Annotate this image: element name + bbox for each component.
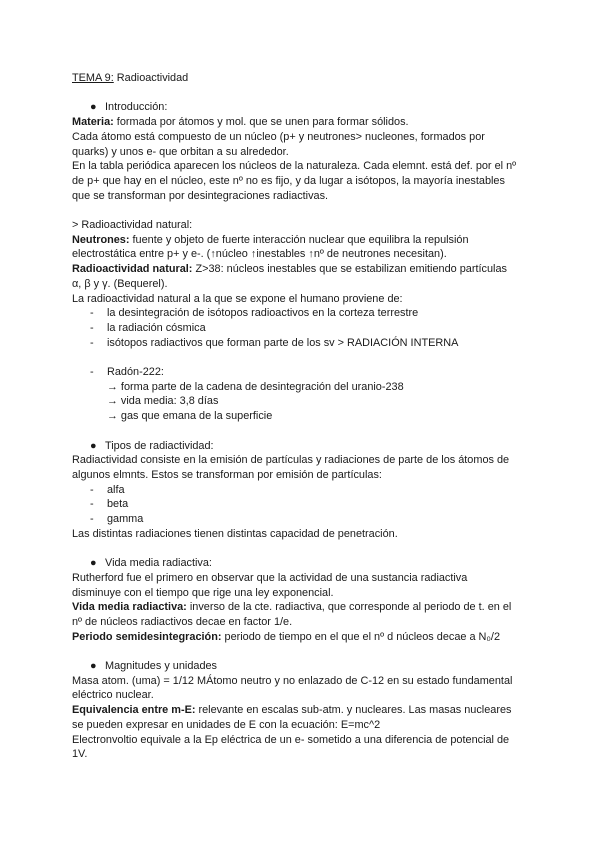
text-line: Rutherford fue el primero en observar que la actividad de una sustancia radiactiva bbox=[72, 571, 468, 584]
dash-marker: - bbox=[90, 483, 94, 496]
title-prefix: TEMA 9: bbox=[72, 72, 114, 84]
list-item-text: isótopos radiactivos que forman parte de los sv > RADIACIÓN INTERNA bbox=[107, 336, 459, 349]
section-heading-magnitudes bbox=[72, 659, 532, 674]
radon-list bbox=[72, 365, 532, 380]
radon-point: → gas que emana de la superficie bbox=[107, 410, 273, 423]
radiation-types-list bbox=[72, 483, 532, 527]
paragraph-equivalencia bbox=[72, 703, 532, 718]
bullet-icon: ● bbox=[90, 660, 97, 673]
term-neutrones: Neutrones: bbox=[72, 233, 130, 246]
section-heading-introduccion bbox=[72, 100, 532, 115]
list-item bbox=[72, 483, 532, 498]
text-line: que se transforman por desintegraciones radiactivas. bbox=[72, 189, 329, 202]
text-line: eléctrico nuclear. bbox=[72, 689, 154, 702]
list-item-text: alfa bbox=[107, 483, 125, 496]
text-line: nº de núcleos radiactivos decae en factor 1/e. bbox=[72, 615, 293, 628]
dash-marker: - bbox=[90, 321, 94, 334]
list-item bbox=[72, 365, 532, 380]
text-line: Las distintas radiaciones tienen distintas capacidad de penetración. bbox=[72, 527, 398, 540]
sources-list bbox=[72, 306, 532, 350]
section-heading-vida-media bbox=[72, 556, 532, 571]
section-heading-tipos bbox=[72, 439, 532, 454]
paragraph-vida-media bbox=[72, 600, 532, 615]
list-item bbox=[72, 497, 532, 512]
text-line: Electronvoltio equivale a la Ep eléctrica de un e- sometido a una diferencia de potencial de bbox=[72, 733, 510, 746]
dash-marker: - bbox=[90, 307, 94, 320]
radon-point: → vida media: 3,8 días bbox=[107, 395, 219, 408]
definition-text: inverso de la cte. radiactiva, que corresponde al periodo de t. en el bbox=[186, 601, 512, 614]
term-periodo-semidesintegracion: Periodo semidesintegración: bbox=[72, 630, 222, 643]
bullet-icon: ● bbox=[90, 557, 97, 570]
list-item-text: gamma bbox=[107, 513, 144, 526]
list-item-text: la radiación cósmica bbox=[107, 321, 206, 334]
bullet-icon: ● bbox=[90, 439, 97, 452]
paragraph-radio-natural bbox=[72, 262, 532, 277]
definition-text: periodo de tiempo en el que el nº d núcleos decae a N₀/2 bbox=[221, 630, 501, 643]
paragraph-periodo bbox=[72, 630, 532, 645]
list-item bbox=[72, 321, 532, 336]
dash-marker: - bbox=[90, 513, 94, 526]
dash-marker: - bbox=[90, 498, 94, 511]
definition-text: relevante en escalas sub-atm. y nucleares. Las masas nucleares bbox=[195, 704, 512, 717]
definition-text: Z>38: núcleos inestables que se estabilizan emitiendo partículas bbox=[192, 263, 507, 276]
list-item-text: Radón-222: bbox=[107, 366, 164, 379]
term-vida-media: Vida media radiactiva: bbox=[72, 601, 187, 614]
section-heading-text: Magnitudes y unidades bbox=[105, 660, 218, 673]
text-line: Cada átomo está compuesto de un núcleo (p+ y neutrones> nucleones, formados por bbox=[72, 130, 485, 143]
list-item bbox=[72, 336, 532, 351]
text-line: La radioactividad natural a la que se expone el humano proviene de: bbox=[72, 292, 403, 305]
text-line: se pueden expresar en unidades de E con la ecuación: E=mc^2 bbox=[72, 718, 381, 731]
text-line: algunos elmnts. Estos se transforman por emisión de partículas: bbox=[72, 468, 382, 481]
list-item-text: beta bbox=[107, 498, 129, 511]
text-line: quarks) y unos e- que orbitan a su alrededor. bbox=[72, 145, 289, 158]
definition-text: formada por átomos y mol. que se unen para formar sólidos. bbox=[113, 116, 409, 129]
text-line: 1V. bbox=[72, 748, 88, 761]
text-line: Radiactividad consiste en la emisión de partículas y radiaciones de parte de los átomos de bbox=[72, 454, 510, 467]
list-item-text: la desintegración de isótopos radioactivos en la corteza terrestre bbox=[107, 307, 419, 320]
list-item bbox=[72, 306, 532, 321]
section-heading-text: Vida media radiactiva: bbox=[105, 557, 212, 570]
text-line: En la tabla periódica aparecen los núcleos de la naturaleza. Cada elemnt. está def. por el nº bbox=[72, 160, 517, 173]
section-heading-natural: > Radioactividad natural: bbox=[72, 219, 193, 231]
term-materia: Materia: bbox=[72, 116, 114, 129]
text-line: α, β y γ. (Bequerel). bbox=[72, 277, 168, 290]
text-line: electrostática entre p+ y e-. (↑núcleo ↑inestables ↑nº de neutrones necesitan). bbox=[72, 248, 447, 261]
radon-point: → forma parte de la cadena de desintegración del uranio-238 bbox=[107, 380, 404, 393]
term-radioactividad-natural: Radioactividad natural: bbox=[72, 263, 193, 276]
definition-text: fuente y objeto de fuerte interacción nuclear que equilibra la repulsión bbox=[129, 233, 469, 246]
page-title bbox=[72, 71, 532, 86]
title-text: Radioactividad bbox=[113, 72, 189, 84]
bullet-icon: ● bbox=[90, 101, 97, 114]
dash-marker: - bbox=[90, 336, 94, 349]
section-heading-text: Introducción: bbox=[105, 101, 168, 114]
text-line: Masa atom. (uma) = 1/12 MÁtomo neutro y no enlazado de C-12 en su estado fundamental bbox=[72, 674, 513, 687]
text-line: disminuye con el tiempo que rige una ley exponencial. bbox=[72, 586, 334, 599]
paragraph-materia bbox=[72, 115, 532, 130]
dash-marker: - bbox=[90, 366, 94, 379]
list-item bbox=[72, 512, 532, 527]
section-heading-text: Tipos de radiactividad: bbox=[105, 439, 214, 452]
document-body bbox=[72, 71, 532, 762]
term-equivalencia: Equivalencia entre m-E: bbox=[72, 704, 196, 717]
text-line: de p+ que hay en el núcleo, este nº no es fijo, y da lugar a isótopos, la mayoría inestables bbox=[72, 174, 505, 187]
paragraph-neutrones bbox=[72, 233, 532, 248]
